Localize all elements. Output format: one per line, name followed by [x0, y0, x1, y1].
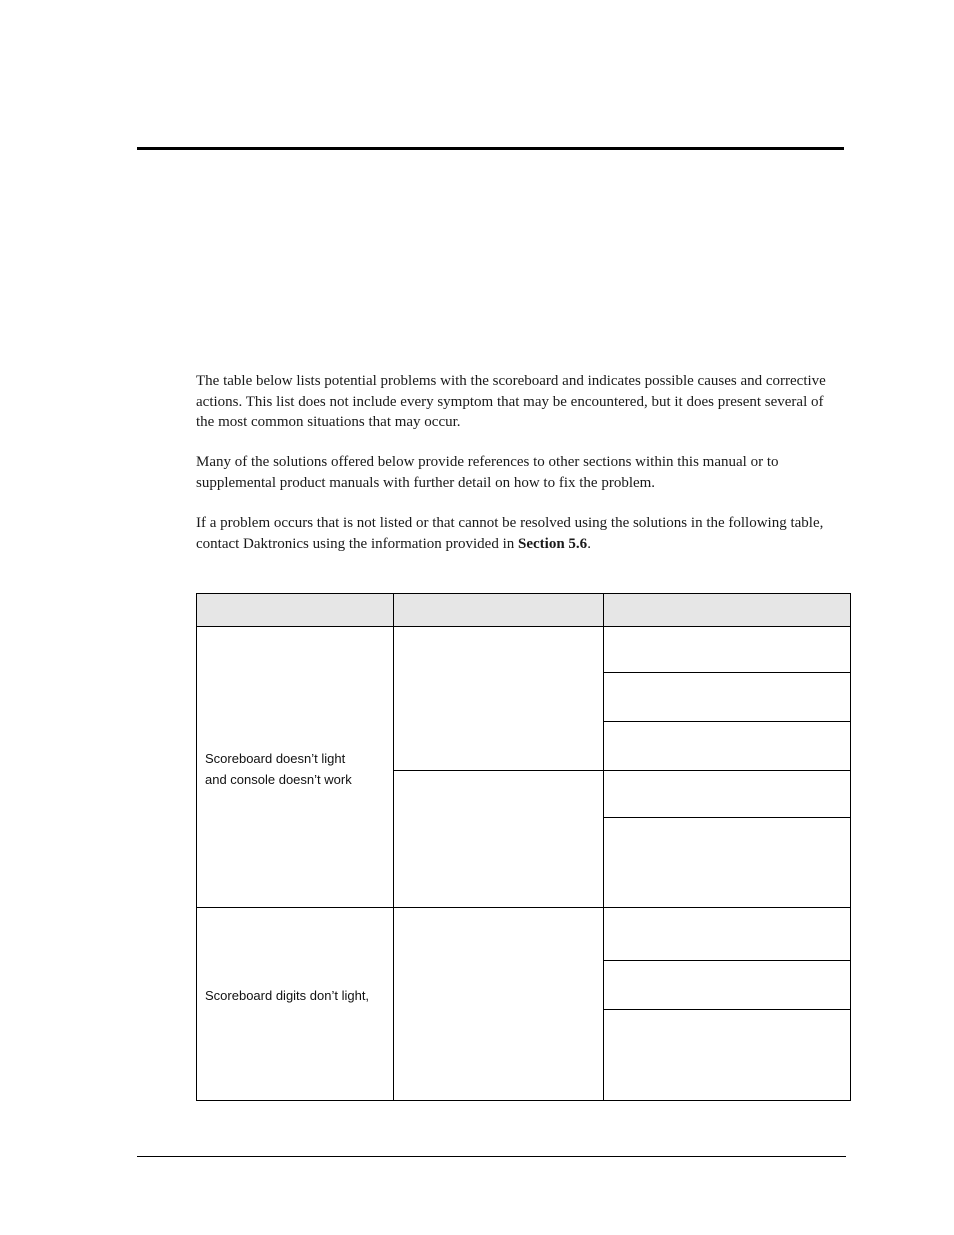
table-border-left	[196, 593, 197, 1101]
solution-divider-3	[603, 817, 851, 818]
intro-paragraph-1: The table below lists potential problems with the scoreboard and indicates possible causes and corrective actions. This list does not include every symptom that may be encountered, but it does present several of the most common situations that may occur.	[196, 373, 826, 430]
table-border-right	[850, 593, 851, 1101]
table-border-bottom	[196, 1100, 851, 1101]
section-reference: Section 5.6	[518, 535, 588, 552]
troubleshooting-table	[196, 593, 851, 1101]
header-divider	[196, 626, 851, 627]
column-divider-2	[603, 593, 604, 1101]
intro-paragraph-3-text: If a problem occurs that is not listed or that cannot be resolved using the solutions in the following table, contact Daktronics using the information provided in	[196, 515, 824, 552]
solution-divider-2	[603, 721, 851, 722]
symptom-cell-2	[205, 985, 369, 1006]
column-divider-1	[393, 593, 394, 1101]
row-divider	[196, 907, 851, 908]
symptom-line: Scoreboard doesn’t light	[205, 751, 346, 766]
table-border-top	[196, 593, 851, 594]
solution-divider-1	[603, 672, 851, 673]
symptom-cell-1	[205, 748, 352, 790]
footer-rule	[137, 1156, 846, 1157]
table-header-row	[197, 594, 850, 626]
header-rule	[137, 147, 844, 150]
intro-paragraph-3-end: .	[587, 535, 591, 552]
solution-divider-5	[603, 1009, 851, 1010]
cause-divider	[393, 770, 851, 771]
intro-paragraph-3	[196, 513, 841, 554]
symptom-line: and console doesn’t work	[205, 772, 352, 787]
solution-divider-4	[603, 960, 851, 961]
symptom-line: Scoreboard digits don’t light,	[205, 988, 370, 1003]
intro-paragraph-2: Many of the solutions offered below provide references to other sections within this manual or to supplemental product manuals with further detail on how to fix the problem.	[196, 454, 779, 491]
